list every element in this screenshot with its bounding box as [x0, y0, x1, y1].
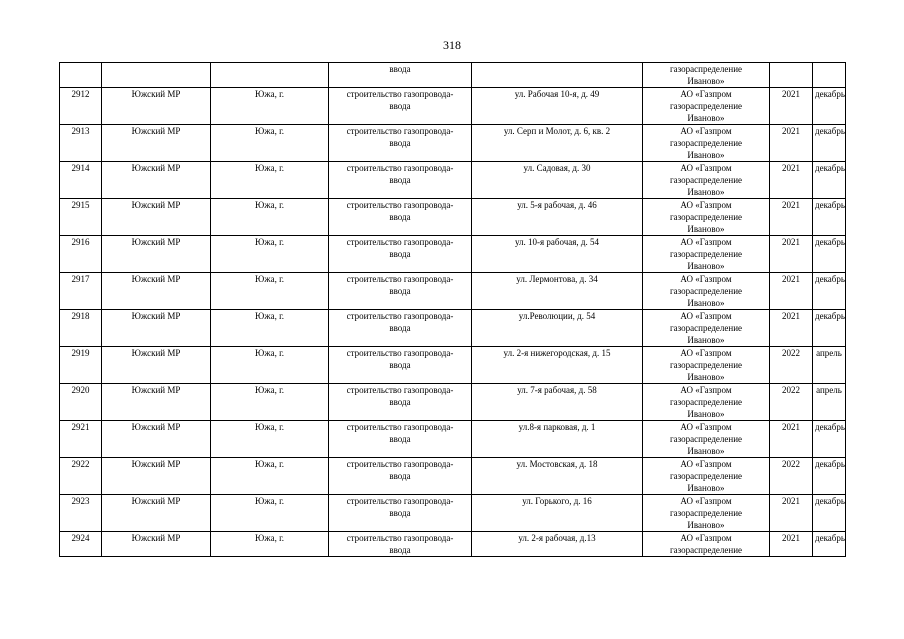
table-row: [60, 199, 846, 236]
cell-address: [472, 384, 643, 421]
year-text: 2021: [782, 422, 800, 432]
work-text-line: ввода: [389, 397, 411, 407]
org-text-line: АО «Газпром: [680, 533, 732, 543]
cell-town: [211, 236, 329, 273]
town-text: Южа, г.: [255, 126, 284, 136]
cell-num: [60, 63, 102, 88]
row-number: 2913: [71, 126, 90, 136]
org-text-line: Иваново»: [687, 483, 725, 493]
cell-month: [813, 199, 846, 236]
org-text-line: газораспределение: [669, 249, 743, 259]
month-text: декабрь: [815, 496, 845, 506]
cell-org: [643, 273, 770, 310]
cell-year: [770, 310, 813, 347]
month-text: декабрь: [815, 311, 845, 321]
org-text-line: АО «Газпром: [680, 126, 732, 136]
cell-org: [643, 63, 770, 88]
cell-town: [211, 495, 329, 532]
cell-year: [770, 162, 813, 199]
row-number: 2919: [71, 348, 90, 358]
work-text-line: строительство газопровода-: [346, 126, 454, 136]
table-row: [60, 236, 846, 273]
year-text: 2021: [782, 311, 800, 321]
work-text-line: строительство газопровода-: [346, 533, 454, 543]
org-text-line: Иваново»: [687, 261, 725, 271]
org-text-line: Иваново»: [687, 224, 725, 234]
page-number: 318: [443, 38, 461, 52]
table-row: [60, 273, 846, 310]
cell-year: [770, 199, 813, 236]
town-text: Южа, г.: [255, 89, 284, 99]
cell-org: [643, 347, 770, 384]
cell-month: [813, 458, 846, 495]
cell-address: [472, 88, 643, 125]
cell-num: [60, 384, 102, 421]
cell-work: [329, 162, 472, 199]
district-text: Южский МР: [131, 200, 181, 210]
town-text: Южа, г.: [255, 200, 284, 210]
town-text: Южа, г.: [255, 422, 284, 432]
address-text: ул. Горького, д. 16: [522, 496, 592, 506]
org-text-line: газораспределение: [669, 360, 743, 370]
org-text-line: АО «Газпром: [680, 422, 732, 432]
town-text: Южа, г.: [255, 533, 284, 543]
table-row: [60, 458, 846, 495]
cell-org: [643, 88, 770, 125]
cell-district: [102, 273, 211, 310]
table-row: [60, 421, 846, 458]
work-text-line: ввода: [389, 323, 411, 333]
cell-year: [770, 421, 813, 458]
cell-work: [329, 310, 472, 347]
town-text: Южа, г.: [255, 274, 284, 284]
cell-year: [770, 236, 813, 273]
org-text-line: газораспределение: [669, 471, 743, 481]
work-text-line: строительство газопровода-: [346, 459, 454, 469]
cell-address: [472, 310, 643, 347]
cell-district: [102, 310, 211, 347]
cell-num: [60, 495, 102, 532]
cell-month: [813, 125, 846, 162]
cell-town: [211, 273, 329, 310]
district-text: Южский МР: [131, 533, 181, 543]
district-text: Южский МР: [131, 126, 181, 136]
table-row: [60, 347, 846, 384]
row-number: 2912: [71, 89, 90, 99]
row-number: 2920: [71, 385, 90, 395]
cell-district: [102, 63, 211, 88]
cell-month: [813, 162, 846, 199]
town-text: Южа, г.: [255, 496, 284, 506]
address-text: ул. Садовая, д. 30: [523, 163, 591, 173]
town-text: Южа, г.: [255, 163, 284, 173]
month-text: декабрь: [815, 237, 845, 247]
work-text-line: ввода: [389, 434, 411, 444]
cell-num: [60, 88, 102, 125]
org-text-line: Иваново»: [687, 335, 725, 345]
year-text: 2021: [782, 274, 800, 284]
district-text: Южский МР: [131, 348, 181, 358]
cell-district: [102, 88, 211, 125]
cell-work: [329, 273, 472, 310]
row-number: 2918: [71, 311, 90, 321]
cell-address: [472, 125, 643, 162]
month-text: декабрь: [815, 126, 845, 136]
org-text-line: газораспределение: [669, 175, 743, 185]
work-text-line: ввода: [389, 212, 411, 222]
work-text-line: строительство газопровода-: [346, 274, 454, 284]
year-text: 2021: [782, 200, 800, 210]
table-row: [60, 495, 846, 532]
cell-work: [329, 125, 472, 162]
cell-num: [60, 162, 102, 199]
cell-district: [102, 199, 211, 236]
org-text-line: Иваново»: [687, 298, 725, 308]
district-text: Южский МР: [131, 311, 181, 321]
work-text-line: строительство газопровода-: [346, 385, 454, 395]
month-text: декабрь: [815, 533, 845, 543]
work-text-line: строительство газопровода-: [346, 89, 454, 99]
org-text-line: газораспределение: [669, 138, 743, 148]
cell-district: [102, 162, 211, 199]
town-text: Южа, г.: [255, 348, 284, 358]
year-text: 2021: [782, 126, 800, 136]
work-text: ввода: [389, 64, 411, 74]
org-text-line: АО «Газпром: [680, 311, 732, 321]
org-text-line: газораспределение: [669, 397, 743, 407]
work-text-line: строительство газопровода-: [346, 422, 454, 432]
cell-town: [211, 63, 329, 88]
org-text-line: газораспределение: [669, 101, 743, 111]
address-text: ул. 2-я нижегородская, д. 15: [503, 348, 611, 358]
cell-year: [770, 532, 813, 557]
cell-year: [770, 495, 813, 532]
work-text-line: строительство газопровода-: [346, 496, 454, 506]
cell-district: [102, 495, 211, 532]
cell-num: [60, 125, 102, 162]
cell-town: [211, 88, 329, 125]
cell-num: [60, 199, 102, 236]
year-text: 2021: [782, 89, 800, 99]
work-text-line: ввода: [389, 508, 411, 518]
cell-address: [472, 63, 643, 88]
address-text: ул. Мостовская, д. 18: [516, 459, 598, 469]
cell-district: [102, 421, 211, 458]
cell-work: [329, 63, 472, 88]
cell-town: [211, 125, 329, 162]
org-text-line: Иваново»: [687, 113, 725, 123]
org-text-line: АО «Газпром: [680, 163, 732, 173]
cell-address: [472, 495, 643, 532]
org-text-line: Иваново»: [687, 446, 725, 456]
cell-year: [770, 125, 813, 162]
org-text-line: АО «Газпром: [680, 237, 732, 247]
cell-address: [472, 347, 643, 384]
address-text: ул. 5-я рабочая, д. 46: [517, 200, 597, 210]
cell-org: [643, 458, 770, 495]
address-text: ул.8-я парковая, д. 1: [518, 422, 596, 432]
district-text: Южский МР: [131, 237, 181, 247]
work-text-line: ввода: [389, 138, 411, 148]
table-row: [60, 384, 846, 421]
org-text-line: Иваново»: [687, 150, 725, 160]
org-text-line: газораспределение: [669, 64, 743, 74]
org-text-line: АО «Газпром: [680, 459, 732, 469]
cell-town: [211, 162, 329, 199]
gasification-table: [59, 62, 846, 557]
town-text: Южа, г.: [255, 459, 284, 469]
cell-org: [643, 532, 770, 557]
org-text-line: АО «Газпром: [680, 496, 732, 506]
cell-district: [102, 384, 211, 421]
work-text-line: строительство газопровода-: [346, 237, 454, 247]
cell-town: [211, 310, 329, 347]
address-text: ул. Лермонтова, д. 34: [516, 274, 598, 284]
cell-org: [643, 199, 770, 236]
table-body: [60, 63, 846, 557]
cell-address: [472, 421, 643, 458]
work-text-line: строительство газопровода-: [346, 200, 454, 210]
row-number: 2923: [71, 496, 90, 506]
month-text: декабрь: [815, 459, 845, 469]
cell-num: [60, 421, 102, 458]
cell-org: [643, 162, 770, 199]
cell-num: [60, 458, 102, 495]
org-text-line: газораспределение: [669, 545, 743, 555]
org-text-line: АО «Газпром: [680, 348, 732, 358]
table-row: [60, 310, 846, 347]
address-text: ул. Серп и Молот, д. 6, кв. 2: [503, 126, 611, 136]
cell-month: [813, 347, 846, 384]
row-number: 2921: [71, 422, 90, 432]
cell-month: [813, 273, 846, 310]
work-text-line: строительство газопровода-: [346, 348, 454, 358]
org-text-line: газораспределение: [669, 434, 743, 444]
district-text: Южский МР: [131, 274, 181, 284]
cell-town: [211, 347, 329, 384]
town-text: Южа, г.: [255, 385, 284, 395]
cell-org: [643, 384, 770, 421]
row-number: 2914: [71, 163, 90, 173]
month-text: декабрь: [815, 422, 845, 432]
org-text-line: АО «Газпром: [680, 89, 732, 99]
month-text: декабрь: [815, 163, 845, 173]
org-text-line: АО «Газпром: [680, 274, 732, 284]
cell-address: [472, 273, 643, 310]
org-text-line: Иваново»: [687, 409, 725, 419]
cell-address: [472, 199, 643, 236]
row-number: 2924: [71, 533, 90, 543]
work-text-line: ввода: [389, 175, 411, 185]
address-text: ул. Рабочая 10-я, д. 49: [514, 89, 600, 99]
cell-address: [472, 458, 643, 495]
cell-year: [770, 88, 813, 125]
district-text: Южский МР: [131, 163, 181, 173]
year-text: 2021: [782, 163, 800, 173]
work-text-line: ввода: [389, 360, 411, 370]
org-text-line: Иваново»: [687, 520, 725, 530]
cell-district: [102, 236, 211, 273]
work-text-line: ввода: [389, 286, 411, 296]
cell-month: [813, 63, 846, 88]
cell-work: [329, 532, 472, 557]
org-text-line: АО «Газпром: [680, 385, 732, 395]
cell-org: [643, 125, 770, 162]
cell-month: [813, 532, 846, 557]
cell-month: [813, 384, 846, 421]
district-text: Южский МР: [131, 89, 181, 99]
district-text: Южский МР: [131, 422, 181, 432]
year-text: 2022: [782, 459, 800, 469]
cell-town: [211, 458, 329, 495]
work-text-line: ввода: [389, 101, 411, 111]
table-row: [60, 88, 846, 125]
cell-month: [813, 421, 846, 458]
month-text: декабрь: [815, 200, 845, 210]
town-text: Южа, г.: [255, 311, 284, 321]
cell-month: [813, 310, 846, 347]
year-text: 2022: [782, 385, 800, 395]
year-text: 2021: [782, 496, 800, 506]
work-text-line: строительство газопровода-: [346, 311, 454, 321]
cell-work: [329, 236, 472, 273]
table-row: [60, 125, 846, 162]
row-number: 2917: [71, 274, 90, 284]
table-row: [60, 532, 846, 557]
cell-num: [60, 310, 102, 347]
month-text: апрель: [816, 348, 842, 358]
cell-work: [329, 495, 472, 532]
address-text: ул. 7-я рабочая, д. 58: [517, 385, 597, 395]
cell-town: [211, 421, 329, 458]
cell-district: [102, 458, 211, 495]
row-number: 2915: [71, 200, 90, 210]
cell-address: [472, 236, 643, 273]
table-row: [60, 162, 846, 199]
org-text-line: газораспределение: [669, 508, 743, 518]
org-text-line: Иваново»: [687, 372, 725, 382]
cell-month: [813, 495, 846, 532]
org-text-line: газораспределение: [669, 286, 743, 296]
cell-org: [643, 421, 770, 458]
district-text: Южский МР: [131, 496, 181, 506]
cell-work: [329, 458, 472, 495]
org-text-line: АО «Газпром: [680, 200, 732, 210]
cell-year: [770, 273, 813, 310]
address-text: ул. 10-я рабочая, д. 54: [514, 237, 600, 247]
cell-work: [329, 88, 472, 125]
cell-num: [60, 347, 102, 384]
cell-month: [813, 88, 846, 125]
cell-district: [102, 347, 211, 384]
cell-town: [211, 384, 329, 421]
month-text: декабрь: [815, 274, 845, 284]
cell-num: [60, 236, 102, 273]
cell-work: [329, 421, 472, 458]
work-text-line: ввода: [389, 545, 411, 555]
address-text: ул.Революции, д. 54: [518, 311, 596, 321]
row-number: 2916: [71, 237, 90, 247]
address-text: ул. 2-я рабочая, д.13: [518, 533, 596, 543]
row-number: 2922: [71, 459, 90, 469]
cell-month: [813, 236, 846, 273]
cell-year: [770, 347, 813, 384]
cell-year: [770, 63, 813, 88]
org-text-line: Иваново»: [687, 187, 725, 197]
work-text-line: ввода: [389, 249, 411, 259]
continuation-row: [60, 63, 846, 88]
year-text: 2021: [782, 237, 800, 247]
month-text: апрель: [816, 385, 842, 395]
month-text: декабрь: [815, 89, 845, 99]
cell-address: [472, 162, 643, 199]
cell-work: [329, 384, 472, 421]
cell-town: [211, 199, 329, 236]
cell-org: [643, 495, 770, 532]
cell-org: [643, 310, 770, 347]
cell-work: [329, 347, 472, 384]
town-text: Южа, г.: [255, 237, 284, 247]
org-text-line: газораспределение: [669, 323, 743, 333]
cell-district: [102, 532, 211, 557]
cell-town: [211, 532, 329, 557]
district-text: Южский МР: [131, 385, 181, 395]
cell-num: [60, 532, 102, 557]
org-text-line: газораспределение: [669, 212, 743, 222]
year-text: 2022: [782, 348, 800, 358]
cell-year: [770, 384, 813, 421]
year-text: 2021: [782, 533, 800, 543]
cell-org: [643, 236, 770, 273]
cell-num: [60, 273, 102, 310]
work-text-line: строительство газопровода-: [346, 163, 454, 173]
org-text-line: Иваново»: [687, 76, 725, 86]
cell-district: [102, 125, 211, 162]
cell-work: [329, 199, 472, 236]
cell-address: [472, 532, 643, 557]
district-text: Южский МР: [131, 459, 181, 469]
work-text-line: ввода: [389, 471, 411, 481]
cell-year: [770, 458, 813, 495]
